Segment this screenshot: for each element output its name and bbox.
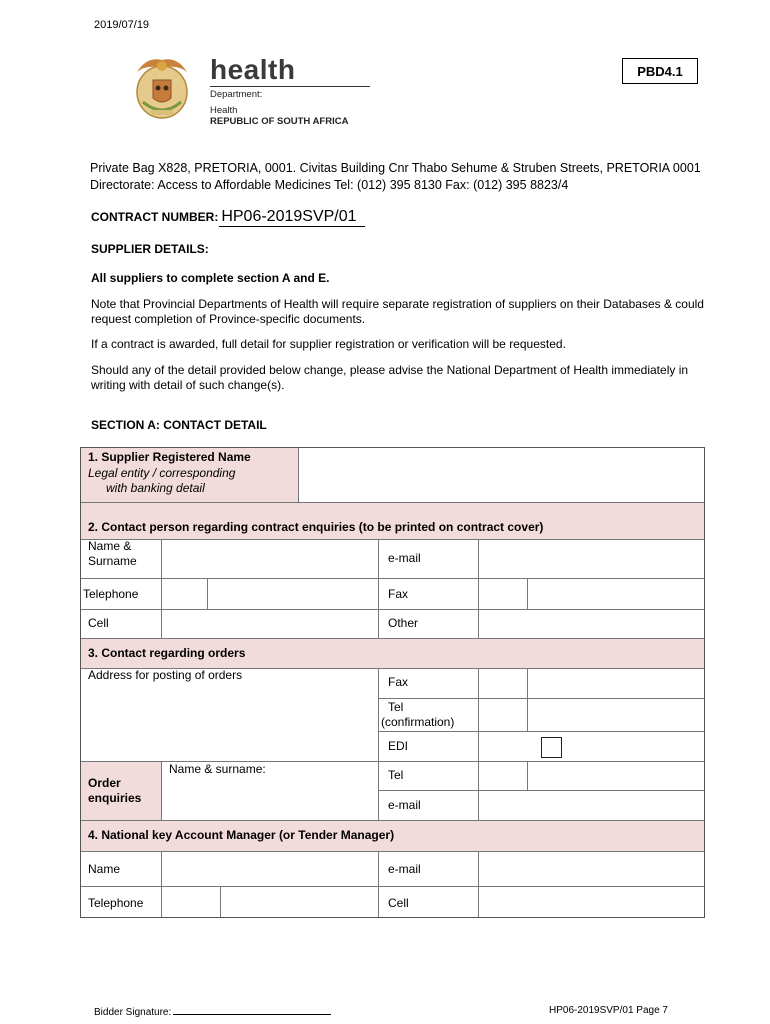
document-date: 2019/07/19: [94, 19, 150, 31]
email-label: e-mail: [388, 551, 421, 565]
coat-of-arms-logo: [131, 52, 193, 120]
department-name: Health: [210, 105, 238, 116]
rule: [378, 851, 379, 917]
bidder-signature-label: Bidder Signature:: [94, 1007, 172, 1018]
manager-telephone-field[interactable]: [221, 887, 377, 916]
signature-line[interactable]: [173, 1005, 331, 1015]
manager-name-label: Name: [88, 862, 121, 876]
contact-detail-table: [80, 447, 705, 918]
name-surname-order-label: Name & surname:: [169, 762, 266, 776]
bidder-signature: [94, 1005, 331, 1018]
contract-number-label: CONTRACT NUMBER:: [91, 210, 219, 224]
contract-number-value[interactable]: HP06-2019SVP/01: [219, 208, 365, 227]
contact-telephone-field[interactable]: [208, 579, 377, 608]
country-name: REPUBLIC OF SOUTH AFRICA: [210, 116, 349, 127]
orders-tel-field[interactable]: [528, 699, 703, 730]
s1-subtitle-1: Legal entity / corresponding: [88, 466, 236, 480]
order-tel-field[interactable]: [528, 762, 703, 789]
contact-name-field[interactable]: [162, 540, 377, 577]
orders-fax-label: Fax: [388, 675, 409, 689]
tel-confirmation-label-1: Tel: [388, 700, 404, 714]
s1-subtitle-2: with banking detail: [106, 481, 205, 495]
manager-telephone-label: Telephone: [88, 896, 144, 910]
manager-cell-field[interactable]: [479, 887, 703, 916]
supplier-name-field[interactable]: [299, 449, 703, 501]
form-code-box: PBD4.1: [622, 58, 698, 84]
order-email-field[interactable]: [479, 791, 703, 819]
edi-checkbox[interactable]: [541, 737, 562, 758]
manager-cell-label: Cell: [388, 896, 409, 910]
supplier-details-heading: SUPPLIER DETAILS:: [91, 242, 209, 256]
change-note: Should any of the detail provided below change, please advise the National Department of Health immediately in writing with detail of such change(s).: [91, 363, 689, 392]
address-block: [90, 160, 750, 193]
s4-title: 4. National key Account Manager (or Tender Manager): [88, 828, 395, 842]
order-enquiries-label-2: enquiries: [88, 791, 142, 805]
provincial-note: Note that Provincial Departments of Health will require separate registration of suppliers on their Databases & could request completion of Province-specific documents.: [91, 297, 704, 326]
department-label: Department:: [210, 89, 263, 100]
contact-email-field[interactable]: [479, 540, 703, 577]
rule: [378, 539, 379, 638]
rule: [81, 820, 704, 821]
s2-title: 2. Contact person regarding contract enquiries (to be printed on contract cover): [88, 520, 544, 534]
complete-sections-note: All suppliers to complete section A and E.: [91, 271, 330, 285]
order-tel-label: Tel: [388, 768, 404, 782]
fax-label: Fax: [388, 587, 409, 601]
edi-label: EDI: [388, 739, 409, 753]
tel-confirmation-label-2: (confirmation): [381, 715, 455, 729]
s1-title: 1. Supplier Registered Name: [88, 450, 251, 464]
address-line-1: Private Bag X828, PRETORIA, 0001. Civitas Building Cnr Thabo Sehume & Struben Streets, PRETORIA 0001: [90, 161, 701, 175]
page-reference: HP06-2019SVP/01 Page 7: [549, 1005, 668, 1016]
rule: [81, 502, 704, 503]
address-line-2: Directorate: Access to Affordable Medicines Tel: (012) 395 8130 Fax: (012) 395 8823/4: [90, 177, 569, 192]
order-enquiries-label-1: Order: [88, 776, 121, 790]
other-label: Other: [388, 616, 419, 630]
name-surname-label-2: Surname: [88, 554, 137, 568]
rule: [378, 731, 704, 732]
s3-title: 3. Contact regarding orders: [88, 646, 246, 660]
rule: [81, 638, 704, 639]
contact-other-field[interactable]: [479, 610, 703, 637]
department-brand: [210, 56, 348, 127]
order-email-label: e-mail: [388, 798, 421, 812]
manager-name-field[interactable]: [162, 852, 377, 885]
contract-number: [91, 208, 365, 227]
telephone-label: Telephone: [83, 587, 139, 601]
rule: [378, 668, 379, 820]
brand-rule: [210, 86, 370, 87]
cell-label: Cell: [88, 616, 109, 630]
manager-email-label: e-mail: [388, 862, 421, 876]
order-contact-name-field[interactable]: [162, 778, 377, 819]
registration-note: If a contract is awarded, full detail for supplier registration or verification will be requested.: [91, 337, 566, 351]
address-posting-label: Address for posting of orders: [88, 668, 243, 682]
orders-fax-field[interactable]: [528, 669, 703, 697]
contact-fax-field[interactable]: [528, 579, 703, 608]
name-surname-label-1: Name &: [88, 539, 132, 553]
section-a-heading: SECTION A: CONTACT DETAIL: [91, 418, 267, 432]
brand-name: health: [210, 54, 296, 85]
manager-email-field[interactable]: [479, 852, 703, 885]
contact-cell-field[interactable]: [162, 610, 377, 637]
